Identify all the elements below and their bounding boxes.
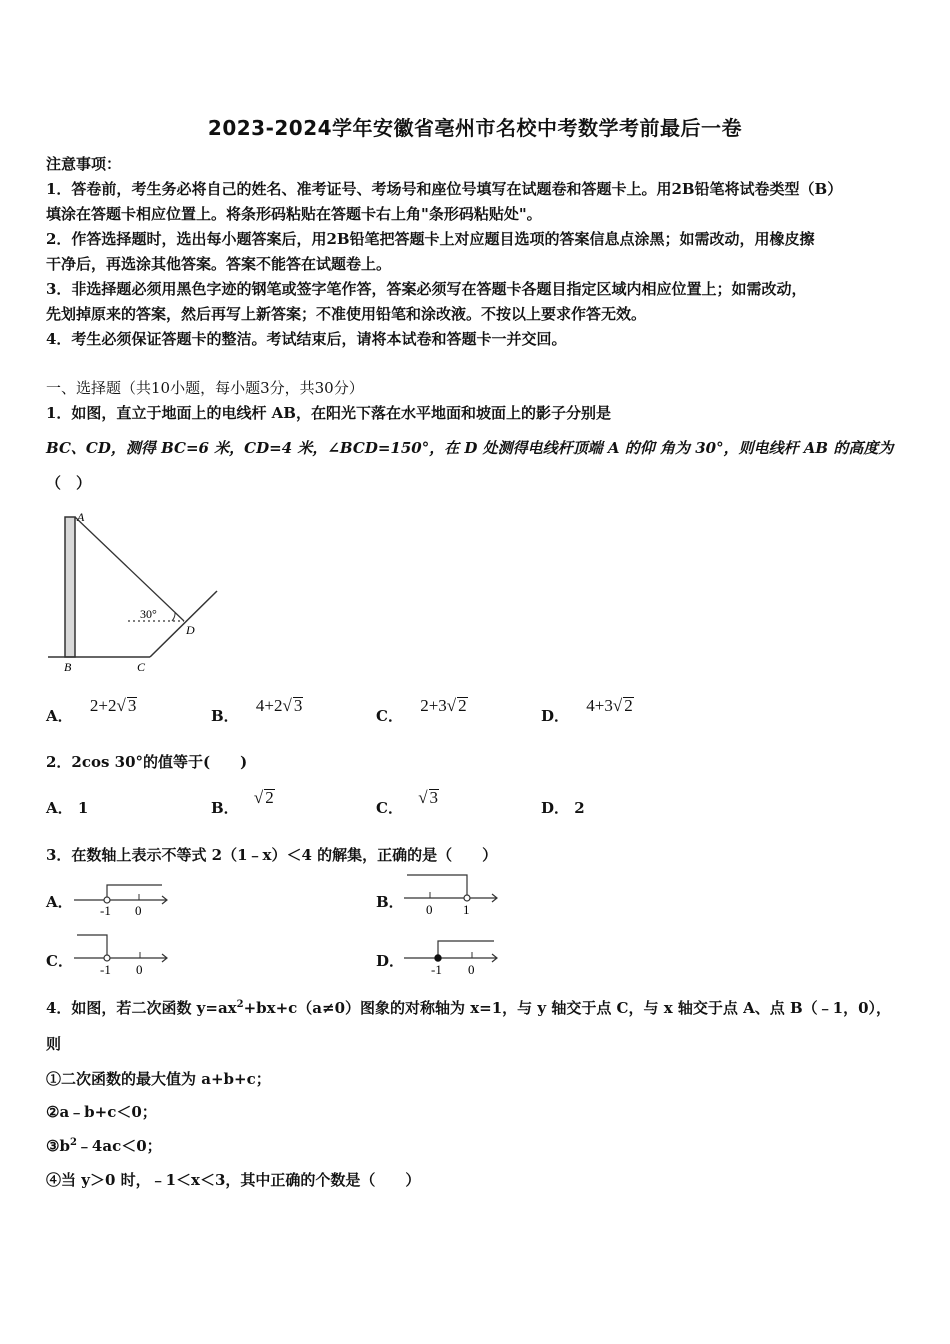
option-label: B． [211,799,239,817]
radicand: 2 [624,696,633,715]
option-label: D． [541,707,570,725]
q4-statement-1: ①二次函数的最大值为 a+b+c； [46,1070,271,1088]
radicand: 3 [127,696,137,715]
q3-option-b-label[interactable]: B． [376,893,404,911]
tick-label: 0 [426,902,433,917]
label-a: A [77,510,85,524]
radicand: 2 [458,696,467,715]
tick-label: 1 [463,902,470,917]
option-label: C． [376,707,403,725]
q4-stem-line2: 则 [46,1035,62,1053]
label-b: B [64,660,72,674]
pole [65,517,75,657]
notice-line: 先划掉原来的答案，然后再写上新答案；不准使用铅笔和涂改液。不按以上要求作答无效。 [46,305,647,323]
tick-label: 0 [136,962,143,977]
q1-option-c[interactable]: C． 2+3√ 2 [376,696,467,725]
notice-line: 填涂在答题卡相应位置上。将条形码粘贴在答题卡右上角"条形码粘贴处"。 [46,205,542,223]
tick-label: 0 [135,903,142,918]
q2-option-a[interactable] [46,797,88,818]
q1-stem-line3: （ ） [46,474,92,492]
q3-number-line-b [402,870,502,918]
option-value: 1 [77,799,89,817]
notice-heading: 注意事项： [46,155,122,173]
q3-number-line-d [402,930,502,978]
q1-option-d[interactable]: D． 4+3√ 2 [541,696,633,725]
tick-label: -1 [100,962,111,977]
section-heading: 一、选择题（共10小题，每小题3分，共30分） [46,379,364,397]
q1-option-a[interactable]: A． 2+2√ 3 [46,696,137,725]
option-label: A． [46,799,73,817]
notice-line: 2．作答选择题时，选出每小题答案后，用2B铅笔把答题卡上对应题目选项的答案信息点涂黑；如需改动，用橡皮擦 [46,230,815,248]
q3-number-line-c [72,930,172,978]
q2-option-c[interactable]: C． √ 3 [376,788,439,817]
notice-line: 1．答卷前，考生务必将自己的姓名、准考证号、考场号和座位号填写在试题卷和答题卡上。用2B铅笔将试卷类型（B） [46,180,843,198]
notice-line: 3．非选择题必须用黑色字迹的钢笔或签字笔作答，答案必须写在答题卡各题目指定区域内相应位置上；如需改动， [46,280,807,298]
label-c: C [137,660,146,674]
radicand: 3 [293,696,303,715]
q3-option-c-label[interactable]: C． [46,952,73,970]
q2-option-b[interactable]: B． √ 2 [211,788,274,817]
slope-line [150,591,217,657]
radicand: 3 [429,788,439,807]
q4-statement-2: ②a﹣b+c＜0； [46,1103,157,1121]
option-value: 4+2 [255,696,283,715]
q1-figure [40,505,230,675]
q1-option-b[interactable]: B． 4+2√ 3 [211,696,303,725]
q4-stem: 4．如图，若二次函数 $y=ax^2+bx+c(a\ne 0)$图象的对称轴为 x=1，与 y 轴交于点 C，与 x 轴交于点 A、点 B（﹣1，0）， [46,999,892,1017]
tick-label: 0 [468,962,475,977]
radicand: 2 [265,788,274,807]
q1-stem-line1: 1．如图，直立于地面上的电线杆 AB，在阳光下落在水平地面和坡面上的影子分别是 [46,404,611,422]
q3-option-d-label[interactable]: D． [376,952,405,970]
page-title: 2023-2024学年安徽省亳州市名校中考数学考前最后一卷 [207,116,743,140]
q4-statement-3: $③b^2﹣4ac<0$； [46,1137,162,1155]
label-d: D [186,623,195,637]
option-label: A． [46,707,73,725]
option-value: 2 [574,799,585,817]
label-angle: 30° [140,607,157,621]
option-label: C． [376,799,403,817]
option-label: D． [541,799,570,817]
option-value: 2+2 [89,696,117,715]
option-value: 2+3 [420,696,447,715]
q1-stem-line2: BC、CD，测得 BC=6 米，CD=4 米，∠BCD=150°，在 D 处测得电线杆顶端 A 的仰 角为 30°，则电线杆 AB 的高度为 [46,439,894,457]
q3-option-a-label[interactable]: A． [46,893,73,911]
q4-statement-4: ④当 y＞0 时，﹣1＜x＜3，其中正确的个数是（ ） [46,1171,421,1189]
q3-stem: 3．在数轴上表示不等式 2（1﹣x）＜4 的解集，正确的是（ ） [46,846,498,864]
q3-number-line-a [72,878,172,918]
tick-label: -1 [431,962,442,977]
notice-line: 干净后，再选涂其他答案。答案不能答在试题卷上。 [46,255,392,273]
q2-option-d[interactable] [541,797,585,818]
option-value: 4+3 [586,696,613,715]
angle-arc [172,612,175,621]
option-label: B． [211,707,239,725]
notice-line: 4．考生必须保证答题卡的整洁。考试结束后，请将本试卷和答题卡一并交回。 [46,330,567,348]
sun-ray [75,517,184,621]
tick-label: -1 [100,903,111,918]
q2-stem: 2．2cos 30°的值等于( ) [46,753,248,771]
